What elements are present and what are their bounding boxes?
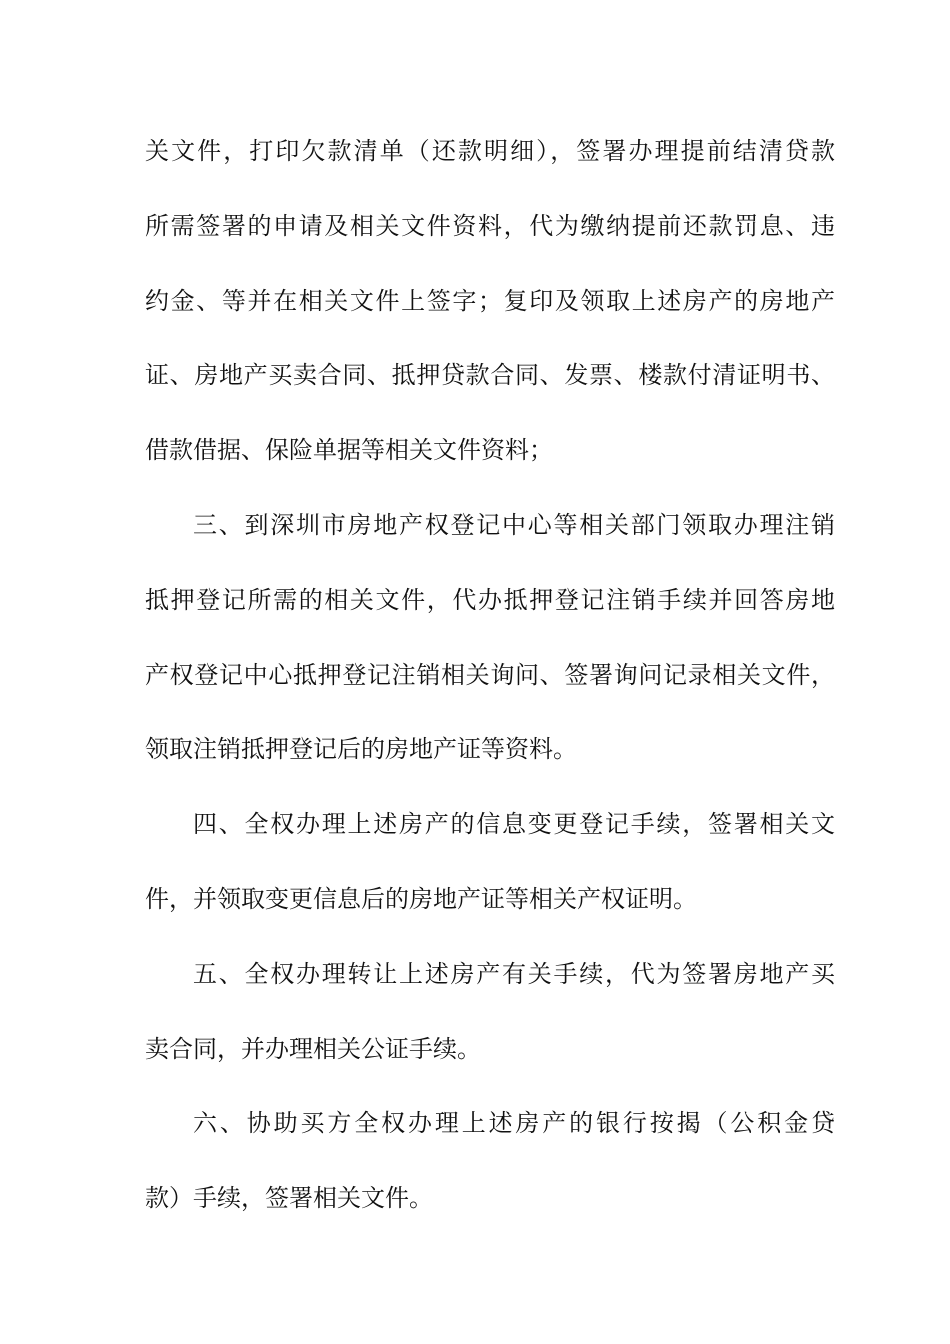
text-line: 产权登记中心抵押登记注销相关询问、签署询问记录相关文件，: [145, 660, 835, 689]
text-line: 抵押登记所需的相关文件，代办抵押登记注销手续并回答房地: [145, 585, 835, 614]
text-line: 卖合同，并办理相关公证手续。: [145, 1034, 481, 1063]
text-line: 约金、等并在相关文件上签字；复印及领取上述房产的房地产: [145, 286, 835, 315]
document-body: [145, 128, 835, 1250]
paragraph-5-start: 五、全权办理转让上述房产有关手续，代为签署房地产买: [193, 959, 835, 988]
text-line: 证、房地产买卖合同、抵押贷款合同、发票、楼款付清证明书、: [145, 361, 835, 390]
paragraph-4-start: 四、全权办理上述房产的信息变更登记手续，签署相关文: [193, 810, 835, 839]
text-line: 所需签署的申请及相关文件资料，代为缴纳提前还款罚息、违: [145, 211, 835, 240]
text-line: 件，并领取变更信息后的房地产证等相关产权证明。: [145, 884, 697, 913]
text-line: 关文件，打印欠款清单（还款明细），签署办理提前结清贷款: [145, 137, 835, 165]
paragraph-3-start: 三、到深圳市房地产权登记中心等相关部门领取办理注销: [193, 510, 835, 539]
paragraph-6-start: 六、协助买方全权办理上述房产的银行按揭（公积金贷: [193, 1109, 835, 1138]
text-line: 款）手续，签署相关文件。: [145, 1184, 433, 1213]
text-line: 领取注销抵押登记后的房地产证等资料。: [145, 735, 577, 764]
text-line: 借款借据、保险单据等相关文件资料；: [145, 436, 553, 465]
